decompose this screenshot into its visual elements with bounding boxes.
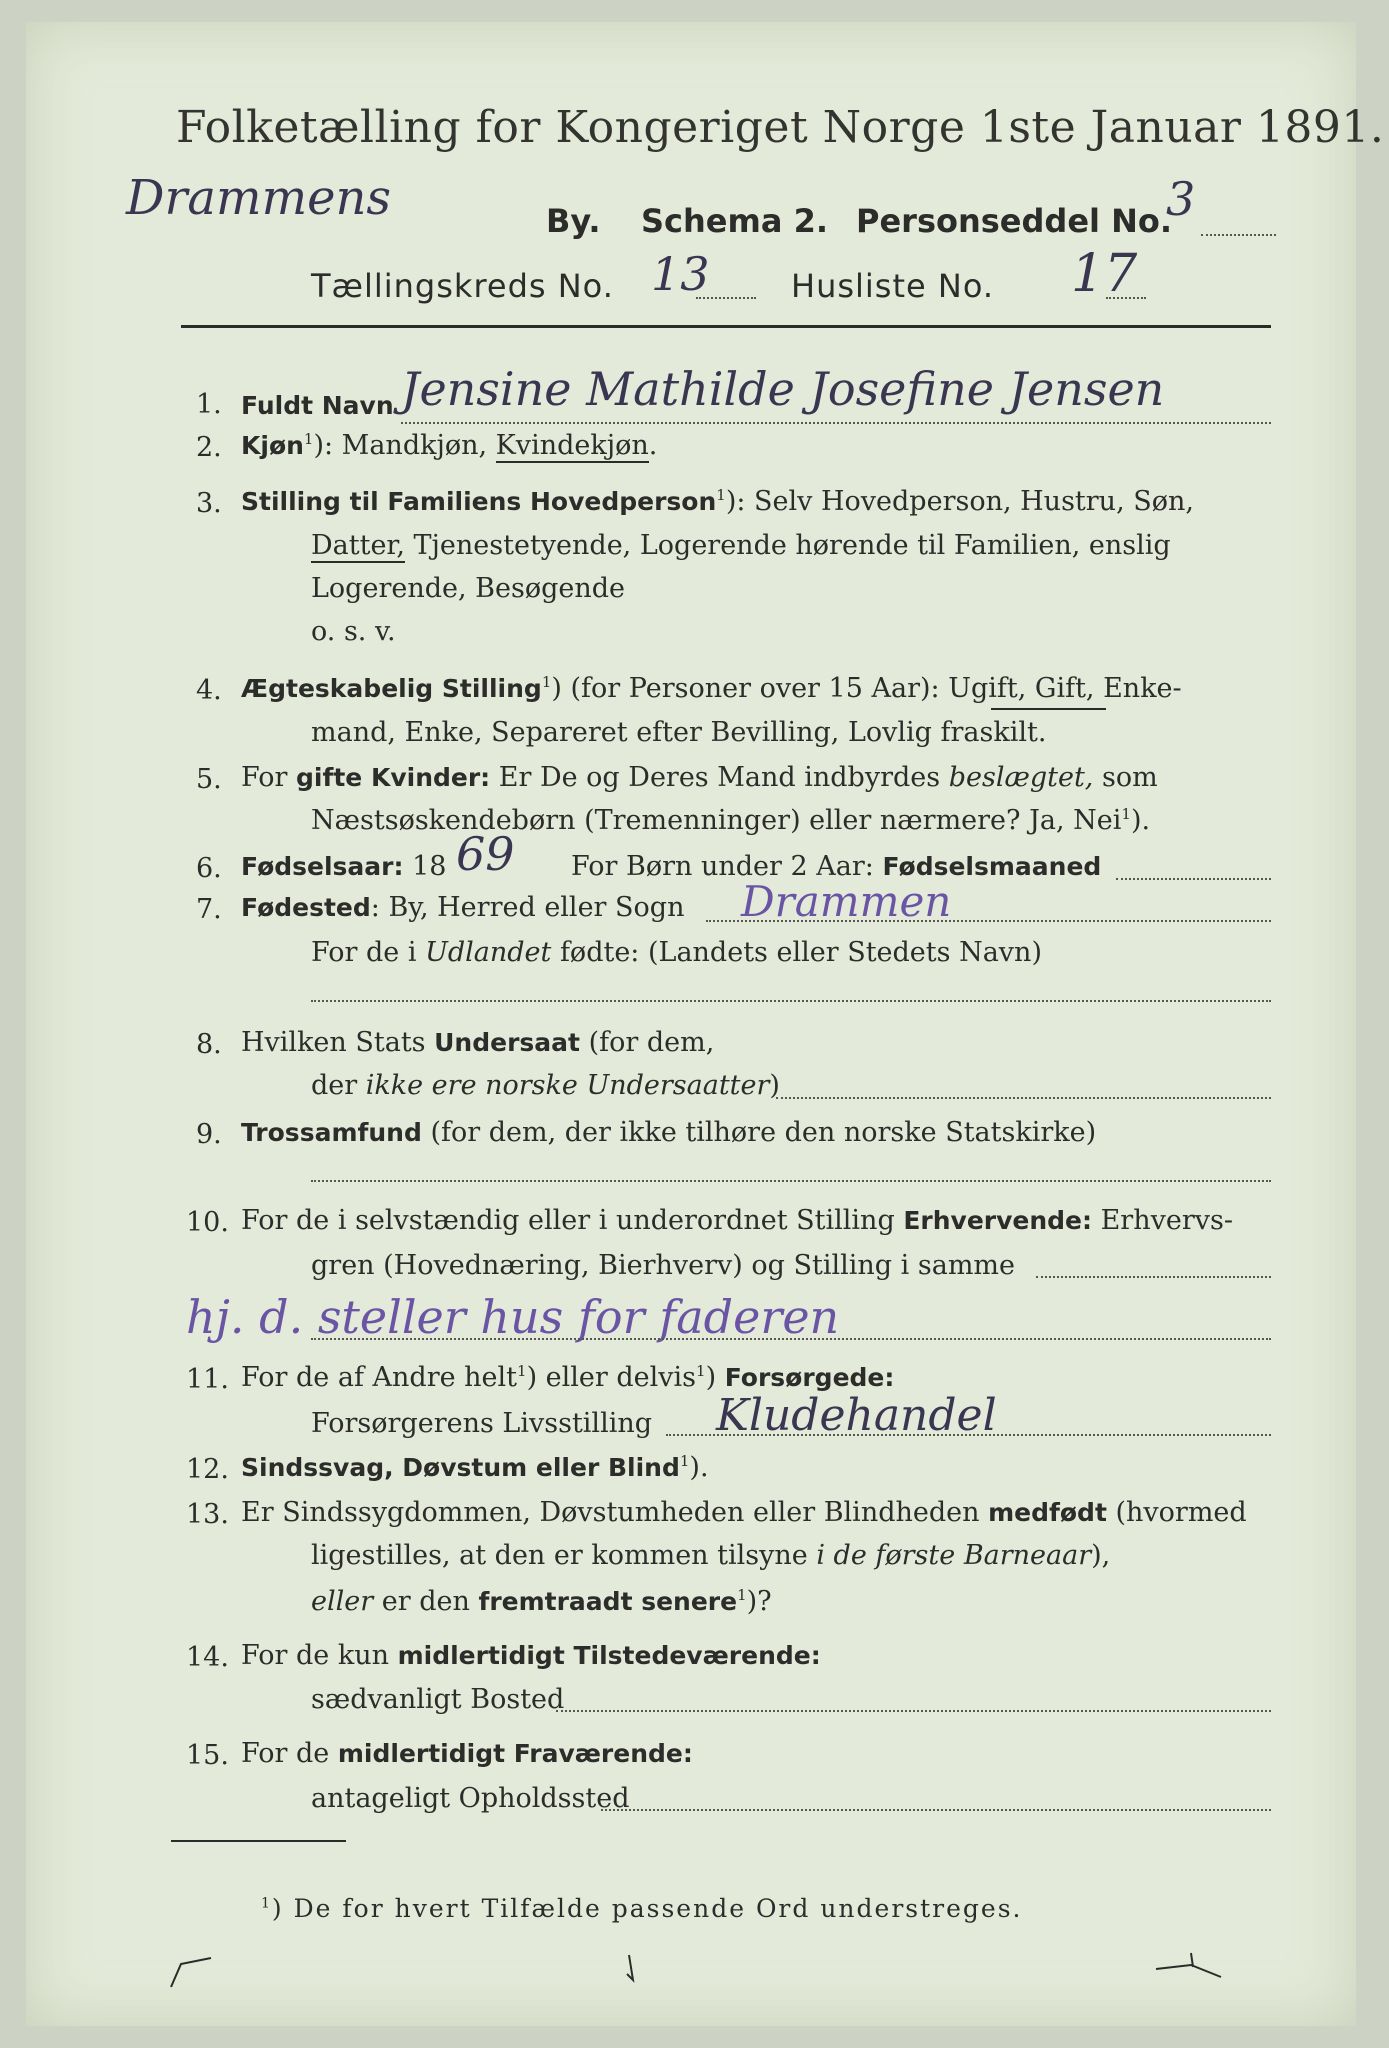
q4-footnote-mark: 1 [541,673,552,691]
q13-text3b: er den [373,1586,479,1617]
q11-dots [666,1434,1271,1436]
footnote [261,1894,1022,1923]
corner-mark-left [166,1952,226,1992]
census-form [26,22,1385,2026]
q9-text: (for dem, der ikke tilhøre den norske Statskirke) [421,1117,1097,1148]
q10-dots2 [311,1338,1271,1340]
q3-label: Stilling til Familiens Hovedperson [241,487,717,516]
q11-footnote-mark-b: 1 [696,1362,706,1380]
q2-kvindekjon-underlined: Kvindekjøn [495,430,649,461]
q1-name-handwritten: Jensine Mathilde Josefine Jensen [401,362,1165,416]
q14-label: midlertidigt Tilstedeværende: [397,1641,821,1670]
kreds-dots [696,297,756,299]
q2-footnote-mark: 1 [303,430,314,448]
husliste-label: Husliste No. [791,267,994,305]
q8-text2a: der [311,1070,366,1101]
q6-line [241,853,446,880]
q8-line1 [241,1029,714,1056]
q6-line-b [571,853,1101,880]
q7-number: 7. [196,894,222,925]
q8-lead: Hvilken Stats [241,1027,435,1058]
q12-line [241,1454,709,1481]
q10-line1 [241,1207,1233,1234]
q7-birthplace-handwritten: Drammen [741,877,952,926]
corner-mark-right [1151,1947,1231,1987]
q14-line1 [241,1642,821,1669]
q10-number: 10. [186,1207,229,1238]
q5-line1 [241,764,1158,791]
q15-line1 [241,1740,693,1767]
q3-line1 [241,488,1194,515]
q11-number: 11. [186,1364,229,1395]
husliste-dots [1106,297,1146,299]
q3-text2: Tjenestetyende, Logerende hørende til Familien, enslig [404,530,1171,561]
q13-text3a: eller [311,1586,374,1617]
q5-label: gifte Kvinder: [296,763,491,792]
town-handwritten: Drammens [126,170,392,226]
q1-dots [401,422,1271,424]
q10-line2: gren (Hovednæring, Bierhverv) og Stilling i samme [311,1250,1016,1281]
q15-dots [601,1809,1271,1811]
q8-text1: (for dem, [579,1027,715,1058]
q12-number: 12. [186,1454,229,1485]
q3-text1: ): Selv Hovedperson, Hustru, Søn, [725,486,1194,517]
husliste-number: 17 [1071,244,1138,304]
q8-label: Undersaat [434,1028,580,1057]
q6-label2: Fødselsmaaned [882,852,1102,881]
q4-label: Ægteskabelig Stilling [241,674,542,703]
q11-line1 [241,1364,894,1391]
q4-number: 4. [196,675,222,706]
q14-lead: For de kun [241,1640,398,1671]
q14-number: 14. [186,1642,229,1673]
q15-line2: antageligt Opholdssted [311,1783,630,1814]
q6-prefix: 18 [403,851,447,882]
q13-text3d: )? [746,1586,772,1617]
q4-text1: ) (for Personer over 15 Aar): Ugift, Gift, Enke- [551,673,1182,704]
q13-text2a: ligestilles, at den er kommen tilsyne [311,1540,817,1571]
q12-end: ). [689,1452,709,1483]
q14-line2: sædvanligt Bosted [311,1684,565,1715]
q3-line4: o. s. v. [311,616,396,647]
q13-footnote-mark: 1 [737,1586,747,1604]
q11-text1b: ) eller delvis [526,1362,697,1393]
q13-text2b: i de første Barneaar [816,1540,1092,1571]
q7-line1 [241,894,684,921]
q6-dots [1116,878,1271,880]
q13-line3 [311,1588,772,1615]
q15-label: midlertidigt Fraværende: [337,1739,693,1768]
footnote-text: ) De for hvert Tilfælde passende Ord understreges. [271,1894,1023,1923]
schema-label: Schema 2. [641,202,828,240]
header-rule [181,325,1271,328]
form-title: Folketælling for Kongeriget Norge 1ste Januar 1891. [176,102,1385,153]
q13-text1a: Er Sindssygdommen, Døvstumheden eller Blindheden [241,1497,989,1528]
q12-footnote-mark: 1 [679,1452,690,1470]
q13-label2: fremtraadt senere [478,1587,738,1616]
q9-number: 9. [196,1119,222,1150]
q2-text-c: . [648,430,658,461]
q3-line3: Logerende, Besøgende [311,573,625,604]
q13-line2 [311,1542,1110,1569]
q3-datter-underlined: Datter, [311,530,405,561]
q13-number: 13. [186,1499,229,1530]
q11-text1a: For de af Andre helt [241,1362,518,1393]
q7-dots2 [311,1000,1271,1002]
q13-label: medfødt [988,1498,1107,1527]
q6-year-handwritten: 69 [456,827,515,881]
q13-text2c: ), [1091,1540,1111,1571]
q2-text-a: ): Mandkjøn, [313,430,496,461]
q5-lead: For [241,762,297,793]
q5-text1a: Er De og Deres Mand indbyrdes [490,762,949,793]
q9-line [241,1119,1096,1146]
personseddel-number: 3 [1166,172,1196,226]
q2-label: Kjøn [241,431,304,460]
q8-number: 8. [196,1029,222,1060]
q7-dots [706,920,1271,922]
q3-number: 3. [196,488,222,519]
by-label: By. [546,202,601,240]
kreds-label: Tællingskreds No. [311,267,614,305]
q7-text2b: Udlandet [425,937,552,968]
q10-occupation-handwritten: hj. d. steller hus for faderen [186,1290,840,1344]
q6-text-mid: For Børn under 2 Aar: [571,851,883,882]
q10-dots [1036,1276,1271,1278]
q9-label: Trossamfund [241,1118,422,1147]
q6-label: Fødselsaar: [241,852,404,881]
q7-line2 [311,939,1042,966]
q13-text1c: (hvormed [1106,1497,1247,1528]
q14-dots [556,1710,1271,1712]
q10-lead: For de i selvstændig eller i underordnet Stilling [241,1205,904,1236]
q5-text2-end: ). [1130,805,1151,836]
q4-line1 [241,675,1182,702]
q13-line1 [241,1499,1247,1526]
q15-lead: For de [241,1738,338,1769]
q8-text2c: ) [769,1070,780,1101]
q5-line2 [311,807,1150,834]
q10-text1c: Erhvervs- [1092,1205,1233,1236]
kreds-number: 13 [651,247,710,301]
q8-line2 [311,1072,780,1099]
q6-number: 6. [196,853,222,884]
q11-label: Forsørgede: [724,1363,895,1392]
q11-text1c: ) [705,1362,725,1393]
q11-line2: Forsørgerens Livsstilling [311,1408,653,1439]
q9-dots [311,1180,1271,1182]
q7-label: Fødested [241,893,371,922]
q2-number: 2. [196,432,222,463]
personseddel-label: Personseddel No. [856,202,1173,240]
q8-dots [776,1097,1271,1099]
q11-footnote-mark-a: 1 [517,1362,527,1380]
q15-number: 15. [186,1740,229,1771]
q10-label: Erhvervende: [903,1206,1093,1235]
q3-line2 [311,532,1171,559]
q7-text: : By, Herred eller Sogn [370,892,685,923]
footnote-mark: 1 [261,1895,272,1912]
q11-supporter-handwritten: Kludehandel [716,1390,997,1441]
q7-text2a: For de i [311,937,426,968]
q12-label: Sindssvag, Døvstum eller Blind [241,1453,680,1482]
q1-number: 1. [196,389,222,420]
q5-footnote-mark: 1 [1121,805,1131,823]
q5-text1c: som [1093,762,1158,793]
q1-label: Fuldt Navn [241,391,394,420]
q7-text2c: fødte: (Landets eller Stedets Navn) [551,937,1042,968]
q5-text2: Næstsøskendebørn (Tremenninger) eller nærmere? Ja, Nei [311,805,1122,836]
q4-ugift-underline [991,708,1106,710]
footnote-rule [171,1840,346,1842]
personseddel-dots [1201,234,1276,236]
q4-line2: mand, Enke, Separeret efter Bevilling, Lovlig fraskilt. [311,717,1047,748]
center-mark [621,1950,641,1990]
q2-line [241,432,657,459]
q3-footnote-mark: 1 [716,486,726,504]
q5-number: 5. [196,764,222,795]
q8-text2b: ikke ere norske Undersaatter [365,1070,770,1101]
q5-text1b: beslægtet, [948,762,1094,793]
